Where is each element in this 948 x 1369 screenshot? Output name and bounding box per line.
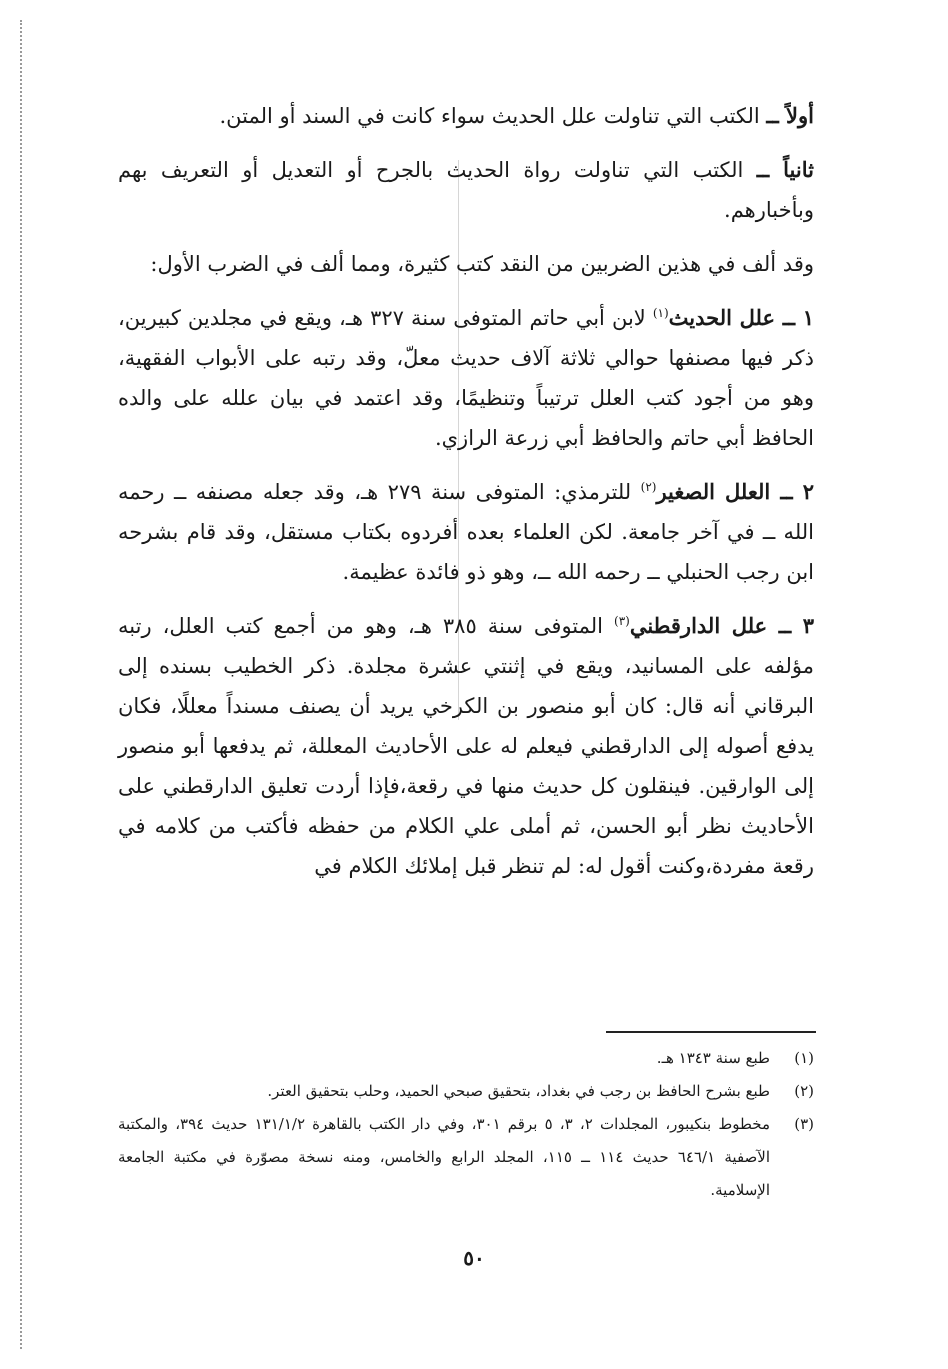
footnote-text: طبع بشرح الحافظ بن رجب في بغداد، بتحقيق صبحي الحميد، وحلب بتحقيق العتر. bbox=[267, 1082, 770, 1100]
footnote-separator bbox=[606, 1031, 816, 1033]
paragraph-item-1 bbox=[118, 298, 814, 458]
footnote-ref: (٢) bbox=[640, 480, 657, 494]
paragraph-text: وقد ألف في هذين الضربين من النقد كتب كثيرة، ومما ألف في الضرب الأول: bbox=[150, 252, 814, 276]
footnote-item bbox=[118, 1075, 814, 1108]
footnote-text: مخطوط بنكيبور، المجلدات ٢، ٣، ٥ برقم ٣٠١، وفي دار الكتب بالقاهرة ١٣١/١/٢ حديث ٣٩٤، والمكتبة الآصفية ٦٤٦/١ حديث ١١٤ ــ ١١٥، المجلد الرابع والخامس، ومنه نسخة مصوّرة في مكتبة الجامعة الإسلامية. bbox=[118, 1115, 771, 1199]
footnotes bbox=[118, 1042, 814, 1207]
paragraph-text: الكتب التي تناولت علل الحديث سواء كانت في السند أو المتن. bbox=[219, 104, 767, 128]
footnote-number: (٣) bbox=[794, 1115, 814, 1133]
footnote-number: (١) bbox=[794, 1049, 814, 1067]
paragraph-text: المتوفى سنة ٣٨٥ هـ، وهو من أجمع كتب العلل، رتبه مؤلفه على المسانيد، ويقع في إثنتي عشرة مجلدة. ذكر الخطيب بسنده إلى البرقاني أنه قال: كان أبو منصور بن الكرخي يريد أن يصنف مسنداً معللًا، فكان يدفع أصوله إلى الدارقطني فيعلم له على الأحاديث المعللة، ثم يدفعها أبو منصور إلى الوارقين. فينقلون كل حديث منها في رقعة،فإذا أردت تعليق الدارقطني على الأحاديث نظر أبو الحسن، ثم أملى علي الكلام من حفظه فأكتب من كلامه في رقعة مفردة،وكنت أقول له: لم تنظر قبل إملائك الكلام في bbox=[118, 614, 814, 878]
paragraph-item-2 bbox=[118, 472, 814, 592]
footnote-number: (٢) bbox=[794, 1082, 814, 1100]
paragraph-text: الكتب التي تناولت رواة الحديث بالجرح أو التعديل أو التعريف بهم وبأخبارهم. bbox=[118, 158, 814, 222]
paragraph-lead: ثانياً ــ bbox=[756, 157, 814, 182]
paragraph-intro-list bbox=[118, 244, 814, 284]
page-number: ٥٠ bbox=[463, 1246, 485, 1270]
item-title: ٣ ــ علل الدارقطني bbox=[629, 613, 815, 638]
footnote-ref: (٣) bbox=[614, 614, 630, 628]
footnote-ref: (١) bbox=[652, 306, 669, 320]
item-title: ١ ــ علل الحديث bbox=[668, 305, 814, 330]
footnote-item bbox=[118, 1108, 814, 1207]
paragraph-text: لابن أبي حاتم المتوفى سنة ٣٢٧ هـ، ويقع في مجلدين كبيرين، ذكر فيها مصنفها حوالي ثلاثة آلاف حديث معلّ، وقد رتبه على الأبواب الفقهية، وهو من أجود كتب العلل ترتيباً وتنظيمًا، وقد اعتمد في بيان علله على والده الحافظ أبي حاتم والحافظ أبي زرعة الرازي. bbox=[118, 306, 814, 450]
page-body bbox=[118, 96, 814, 900]
paragraph-text: للترمذي: المتوفى سنة ٢٧٩ هـ، وقد جعله مصنفه ــ رحمه الله ــ في آخر جامعة. لكن العلماء بعده أفردوه بكتاب مستقل، وقد قام بشرحه ابن رجب الحنبلي ــ رحمه الله ــ، وهو ذو فائدة عظيمة. bbox=[118, 480, 814, 584]
paragraph-item-3 bbox=[118, 606, 814, 886]
paragraph-first-category bbox=[118, 96, 814, 136]
paragraph-lead: أولاً ــ bbox=[766, 103, 814, 128]
item-title: ٢ ــ العلل الصغير bbox=[656, 479, 814, 504]
paragraph-second-category bbox=[118, 150, 814, 230]
footnote-text: طبع سنة ١٣٤٣ هـ. bbox=[656, 1049, 770, 1067]
footnote-item bbox=[118, 1042, 814, 1075]
binding-margin-dots bbox=[20, 20, 22, 1349]
